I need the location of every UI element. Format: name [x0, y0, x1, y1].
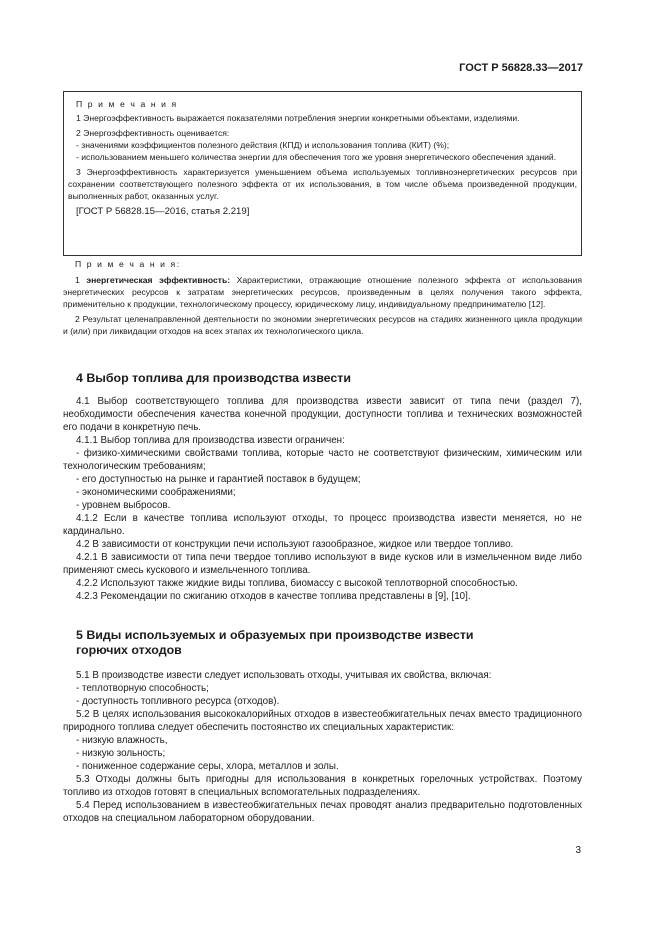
list-item: - уровнем выбросов. [76, 500, 171, 511]
paragraph: 4.1.1 Выбор топлива для производства извести ограничен: [76, 435, 345, 446]
heading-line: горючих отходов [76, 643, 182, 657]
notes-section [63, 258, 582, 337]
note-item: 1 Энергоэффективность выражается показателями потребления энергии конкретными объектами, изделиями. [76, 113, 520, 123]
reference: [ГОСТ Р 56828.15—2016, статья 2.219] [76, 206, 250, 217]
heading-line: 5 Виды используемых и образуемых при производстве извести [76, 628, 474, 642]
list-item: - низкую зольность; [76, 748, 166, 759]
paragraph: 5.3 Отходы должны быть пригодны для использования в конкретных горелочных устройствах. Поэтому топливо из отходов готовят в специальных вспомогательных подразделениях. [63, 774, 582, 798]
term: энергетическая эффективность: [86, 275, 231, 285]
note-item: - значениями коэффициентов полезного действия (КПД) и использования топлива (КИТ) (%); [76, 140, 450, 150]
paragraph: 4.2.2 Используют также жидкие виды топлива, биомассу с высокой теплотворной способностью. [76, 578, 518, 589]
section-5-heading [76, 628, 474, 658]
note-item [63, 274, 582, 310]
list-item: - теплотворную способность; [76, 683, 209, 694]
paragraph: 4.2 В зависимости от конструкции печи используют газообразное, жидкое или твердое топливо. [76, 539, 514, 550]
notes-title: П р и м е ч а н и я: [75, 259, 181, 269]
section-4-body [63, 395, 582, 603]
section-4-heading: 4 Выбор топлива для производства извести [76, 371, 351, 385]
term-definition: Характеристики, отражающие отношение полезного эффекта от использования энергетических ресурсов к затратам энергетических ресурсов, произведенным в целях получения такого эффекта, применительно к продукции, технологическому процессу, юридическому лицу, индивидуальному предпринимателю [12]. [63, 275, 582, 309]
note-number: 1 [75, 275, 87, 285]
note-item: 3 Энергоэффективность характеризуется уменьшением объема используемых топливноэнергетических ресурсов при сохранении соответствующего полезного эффекта от их использования, в том числе объема произведенной продукции, выполненных работ, оказанных услуг. [68, 167, 577, 201]
paragraph: 4.1.2 Если в качестве топлива используют отходы, то процесс производства извести меняется, но не кардинально. [63, 513, 582, 537]
document-id: ГОСТ Р 56828.33—2017 [459, 62, 583, 74]
section-5-body [63, 669, 582, 825]
definition-notes-box [63, 91, 582, 256]
paragraph: 5.2 В целях использования высококалорийных отходов в известеобжигательных печах вместо традиционного природного топлива следует обеспечить постоянство их специальных характеристик: [63, 709, 582, 733]
paragraph: 5.1 В производстве извести следует использовать отходы, учитывая их свойства, включая: [76, 670, 492, 681]
paragraph: 4.2.3 Рекомендации по сжиганию отходов в качестве топлива представлены в [9], [10]. [76, 591, 471, 602]
note-item: - использованием меньшего количества энергии для обеспечения того же уровня энергетического обеспечения зданий. [76, 152, 557, 162]
notes-title: П р и м е ч а н и я [76, 99, 178, 109]
page-number: 3 [575, 845, 581, 856]
paragraph: 4.1 Выбор соответствующего топлива для производства извести зависит от типа печи (раздел 7), необходимости обеспечения качества конечной продукции, доступности топлива и технических возможностей его подачи в конкретную печь. [63, 396, 582, 433]
list-item: - доступность топливного ресурса (отходов). [76, 696, 280, 707]
list-item: - пониженное содержание серы, хлора, металлов и золы. [76, 761, 339, 772]
list-item: - низкую влажность, [76, 735, 168, 746]
list-item: - физико-химическими свойствами топлива, которые часто не соответствуют физическим, химическим или технологическим требованиям; [63, 448, 582, 472]
note-item: 2 Результат целенаправленной деятельности по экономии энергетических ресурсов на стадиях жизненного цикла продукции и (или) при ликвидации отходов на всех этапах их технологического цикла. [63, 314, 582, 336]
list-item: - экономическими соображениями; [76, 487, 236, 498]
note-item: 2 Энергоэффективность оценивается: [76, 128, 230, 138]
list-item: - его доступностью на рынке и гарантией поставок в будущем; [76, 474, 361, 485]
paragraph: 5.4 Перед использованием в известеобжигательных печах проводят анализ предварительно подготовленных отходов на специальном лабораторном оборудовании. [63, 800, 582, 824]
paragraph: 4.2.1 В зависимости от типа печи твердое топливо используют в виде кусков или в измельченном виде либо применяют смесь кускового и измельченного топлива. [63, 552, 582, 576]
